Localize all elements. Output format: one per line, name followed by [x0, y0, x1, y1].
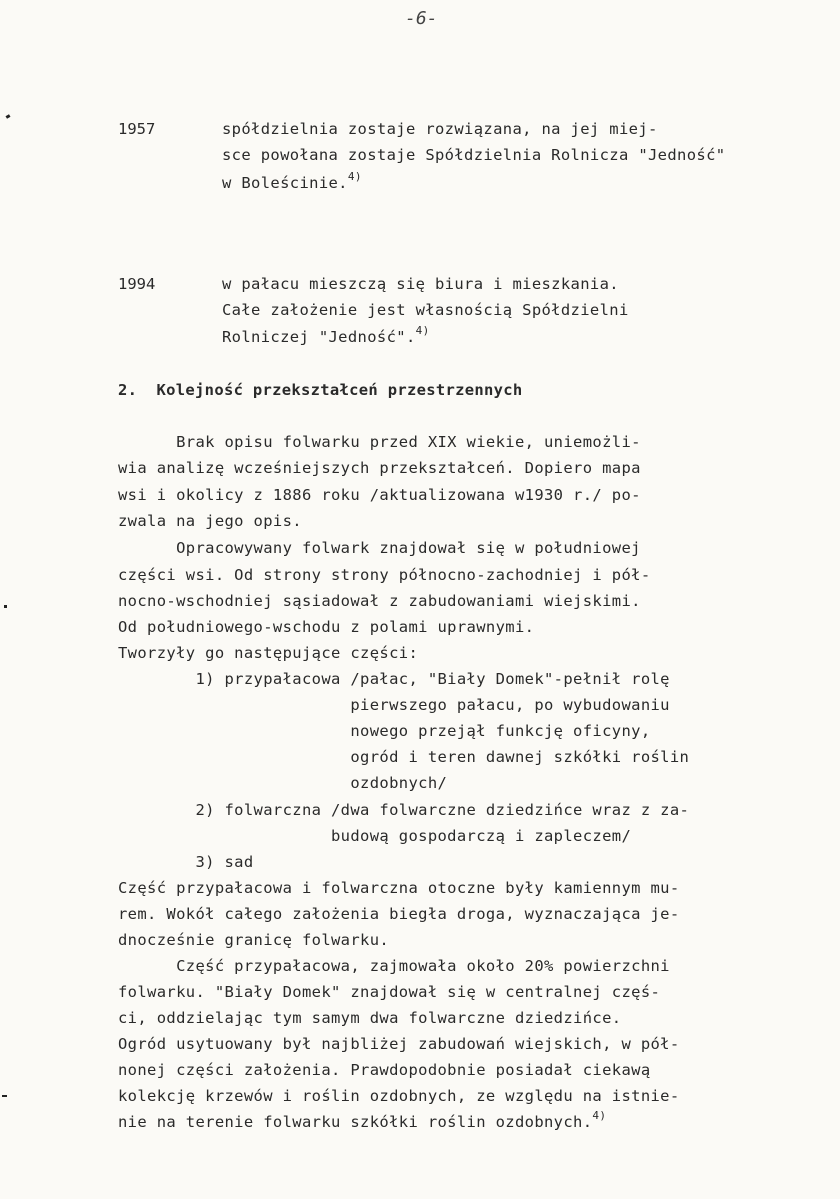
page-number: -6- — [405, 8, 438, 29]
list-item: nowego przejął funkcję oficyny, — [118, 722, 651, 740]
entry-line — [222, 324, 430, 346]
section-heading: 2. Kolejność przekształceń przestrzennych — [118, 381, 523, 399]
entry-line: Całe założenie jest własnością Spółdzielni — [222, 301, 629, 319]
body-line: dnocześnie granicę folwarku. — [118, 931, 390, 949]
body-line: Brak opisu folwarku przed XIX wiekie, uniemożli- — [118, 433, 641, 451]
body-line: Ogród usytuowany był najbliżej zabudowań wiejskich, w pół- — [118, 1035, 680, 1053]
body-line — [118, 1109, 607, 1131]
footnote-ref: 4) — [592, 1109, 607, 1122]
body-line: nonej części założenia. Prawdopodobnie posiadał ciekawą — [118, 1061, 651, 1079]
margin-mark — [4, 605, 7, 608]
body-line: części wsi. Od strony strony północno-zachodniej i pół- — [118, 566, 651, 584]
entry-line: sce powołana zostaje Spółdzielnia Rolnicza "Jedność" — [222, 146, 726, 164]
footnote-ref: 4) — [347, 170, 362, 183]
body-line: ci, oddzielając tym samym dwa folwarczne dziedzińce. — [118, 1009, 622, 1027]
body-line: Część przypałacowa i folwarczna otoczne były kamiennym mu- — [118, 879, 680, 897]
entry-line: spółdzielnia zostaje rozwiązana, na jej miej- — [222, 120, 658, 138]
list-item: 1) przypałacowa /pałac, "Biały Domek"-pełnił rolę — [118, 670, 670, 688]
entry-year: 1994 — [118, 275, 156, 293]
body-line-text: nie na terenie folwarku szkółki roślin ozdobnych. — [118, 1113, 593, 1131]
list-item: pierwszego pałacu, po wybudowaniu — [118, 696, 670, 714]
entry-line-text: w Boleścinie. — [222, 174, 348, 192]
body-line: folwarku. "Biały Domek" znajdował się w centralnej częś- — [118, 983, 661, 1001]
footnote-ref: 4) — [415, 324, 430, 337]
entry-line-text: Rolniczej "Jedność". — [222, 328, 416, 346]
margin-mark — [2, 1095, 7, 1097]
body-line: Opracowywany folwark znajdował się w południowej — [118, 539, 641, 557]
body-line: wsi i okolicy z 1886 roku /aktualizowana w1930 r./ po- — [118, 486, 641, 504]
body-line: zwala na jego opis. — [118, 512, 302, 530]
margin-mark — [6, 114, 11, 119]
list-item: budową gospodarczą i zapleczem/ — [118, 827, 632, 845]
body-line: kolekcję krzewów i roślin ozdobnych, ze względu na istnie- — [118, 1087, 680, 1105]
body-line: Od południowego-wschodu z polami uprawnymi. — [118, 618, 535, 636]
list-item: ozdobnych/ — [118, 774, 448, 792]
list-item: 2) folwarczna /dwa folwarczne dziedzińce wraz z za- — [118, 801, 690, 819]
body-line: Część przypałacowa, zajmowała około 20% powierzchni — [118, 957, 670, 975]
body-line: Tworzyły go następujące części: — [118, 644, 419, 662]
list-item: 3) sad — [118, 853, 254, 871]
body-line: nocno-wschodniej sąsiadował z zabudowaniami wiejskimi. — [118, 592, 641, 610]
entry-year: 1957 — [118, 120, 156, 138]
body-line: wia analizę wcześniejszych przekształceń. Dopiero mapa — [118, 459, 641, 477]
entry-line — [222, 170, 362, 192]
list-item: ogród i teren dawnej szkółki roślin — [118, 748, 690, 766]
body-line: rem. Wokół całego założenia biegła droga, wyznaczająca je- — [118, 905, 680, 923]
entry-line: w pałacu mieszczą się biura i mieszkania. — [222, 275, 619, 293]
